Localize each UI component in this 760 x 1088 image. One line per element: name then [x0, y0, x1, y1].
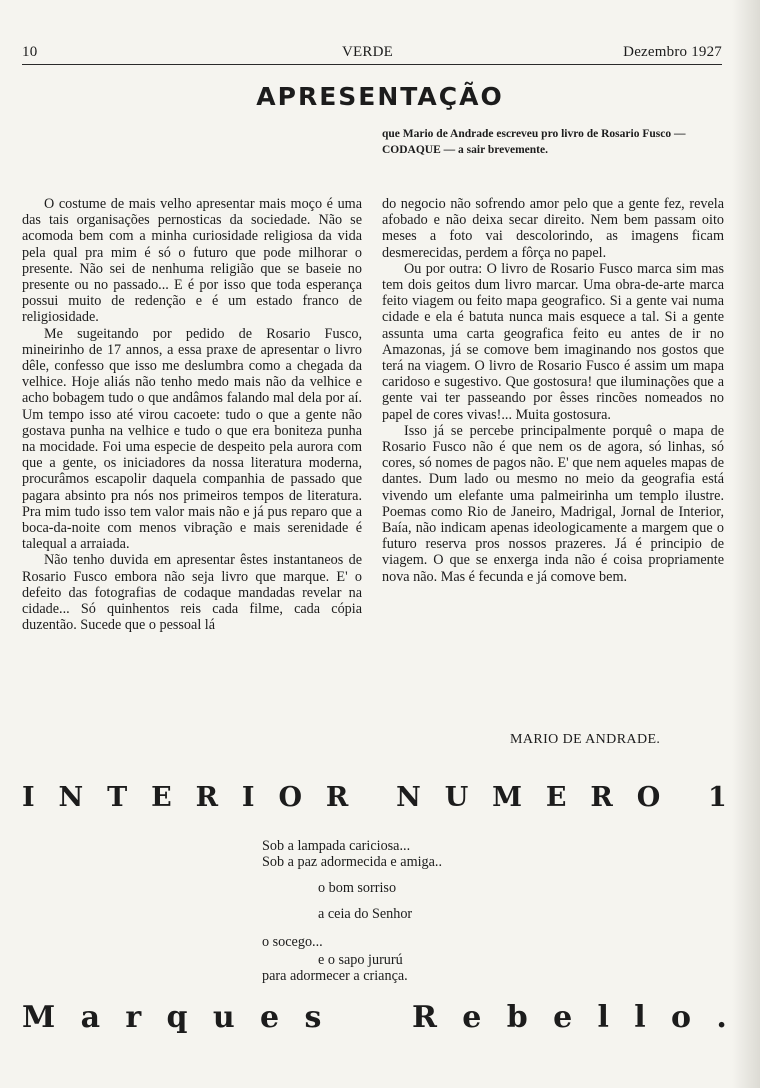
- author-letter: e: [260, 1000, 280, 1035]
- author-letter: e: [462, 1000, 482, 1035]
- magazine-name: VERDE: [342, 44, 393, 60]
- author-letter: e: [553, 1000, 573, 1035]
- author-letter: .: [716, 1000, 727, 1035]
- author-letter: u: [212, 1000, 235, 1035]
- left-column: [22, 196, 362, 633]
- poem-title-letter: U: [444, 782, 469, 813]
- poem-line: para adormecer a criança.: [262, 968, 408, 984]
- poem-title-letter: O: [278, 782, 302, 813]
- page-edge-shadow: [732, 0, 760, 1088]
- paragraph: do negocio não sofrendo amor pelo que a gente fez, revela afobado e não deixa secar direito. Nem bem passam oito meses a foto vai descolorindo, as imagens ficam desmerecidas, perdem a fôrça no papel.: [382, 196, 724, 261]
- author-letter: b: [506, 1000, 528, 1035]
- author-letter: s: [304, 1000, 322, 1035]
- poem-title-letter: R: [195, 782, 219, 813]
- paragraph: Me sugeitando por pedido de Rosario Fusco, mineirinho de 17 annos, a essa praxe de apresentar o livro dêle, confesso que isso me deslumbra como a chegada da velhice. Hoje aliás não tenho medo mais não da velhice e acho bobagem tudo o que andâmos falando mal dela por aí. Um tempo isso até virou cacoete: tudo o que a gente não gostava punha na velhice e tudo o que era boniteza punha na mocidade. Foi uma especie de despeito pela aurora com que a gente, os iniciadores da nossa literatura moderna, procurâmos escapolir daquela companhia de passado que pagara absinto pra nós nos primeiros tempos de literatura. Pra mim tudo isso tem valor mais não e já pus reparo que a boca-da-noite com menos vibração e mais serenidade é talequal a arraiada.: [22, 325, 362, 553]
- poem-title-letter: I: [22, 782, 35, 813]
- article-signature: MARIO DE ANDRADE.: [510, 732, 661, 747]
- author-letter: R: [412, 1000, 437, 1035]
- poem-title-letter: R: [590, 782, 613, 813]
- issue-date: Dezembro 1927: [623, 44, 722, 60]
- paragraph: Não tenho duvida em apresentar êstes instantaneos de Rosario Fusco embora não seja livro que marque. E' o defeito das fotografias de codaque mandadas revelar na cidade... Só quinhentos reis cada filme, cada cópia duzentão. Sucede que o pessoal lá: [22, 552, 362, 634]
- author-letter: r: [125, 1000, 142, 1035]
- paragraph: O costume de mais velho apresentar mais moço é uma das tais organisações pernosticas da sociedade. Não se acomoda bem com a minha curiosidade religiosa da vida pela qual pra mim é só o futuro que pode milhorar o presente. Não sei de nenhuma religião que se baseie no presente ou no passado... E é por isso que toda esperança possui muito de redenção e é um estado franco de religiosidade.: [22, 196, 362, 326]
- poem-title-letter: N: [396, 782, 421, 813]
- author-letter: l: [634, 1000, 646, 1035]
- right-column: [382, 196, 724, 585]
- poem-title-letter: 1: [708, 782, 727, 813]
- header-rule: [22, 64, 722, 65]
- poem-title-letter: O: [636, 782, 661, 813]
- page-number: 10: [22, 44, 38, 60]
- article-title: APRESENTAÇÃO: [256, 82, 504, 111]
- poem-title-letter: I: [241, 782, 255, 813]
- poem-title-letter: E: [545, 782, 567, 813]
- article-subtitle: que Mario de Andrade escreveu pro livro de Rosario Fusco — CODAQUE — a sair brevemente.: [382, 128, 686, 156]
- author-letter: o: [671, 1000, 692, 1035]
- poem-line: Sob a lampada cariciosa...: [262, 838, 411, 854]
- author-letter: q: [166, 1000, 188, 1035]
- paragraph: Isso já se percebe principalmente porquê o mapa de Rosario Fusco não é que nem os de agora, só linhas, só cores, só nomes de pagos não. E' que nem aqueles mapas de dantes. Dum lado ou mesmo no meio da geografia está vivendo um elefante uma palmeirinha um templo ilustre. Poemas como Rio de Janeiro, Madrigal, Jornal de Interior, Baía, não indicam apenas ideologicamente a margem que o futuro reserva pros nossos prazeres. Já é principio de viagem. O que se enxerga inda não é coisa propriamente nova não. Mas é fecunda e já comove bem.: [382, 422, 724, 585]
- poem-line: o bom sorriso: [318, 880, 397, 896]
- author-letter: a: [80, 1000, 101, 1035]
- author-letter: M: [22, 1000, 56, 1035]
- author-letter: l: [597, 1000, 609, 1035]
- page-header: [22, 44, 722, 66]
- poem-title-letter: T: [107, 782, 128, 813]
- poem-title-letter: E: [151, 782, 172, 813]
- poem-line: o socego...: [262, 934, 323, 950]
- poem-title-letter: M: [492, 782, 523, 813]
- poem-title-letter: N: [58, 782, 84, 813]
- poem-line: Sob a paz adormecida e amiga..: [262, 854, 443, 870]
- poem-line: e o sapo jururú: [318, 952, 403, 968]
- poem-author: [22, 1000, 727, 1035]
- paragraph: Ou por outra: O livro de Rosario Fusco marca sim mas tem dois geitos dum livro marcar. Uma obra-de-arte marca feito viagem ou feito mapa geografico. Si a gente vai numa cidade e ela é batuta nunca mais esquece a tal. Si a gente assunta uma carta geografica feito eu antes de ir no Amazonas, já se comove bem imaginando nos gostos que terá na viagem. O livro de Rosario Fusco é assim um mapa caridoso e sugestivo. Que gostosura! que iluminações que a gente vai ter passeando por êsses rincões nomeados no papel de cores vivas!... Muita gostosura.: [382, 260, 724, 423]
- poem-title-letter: R: [325, 782, 349, 813]
- poem-line: a ceia do Senhor: [318, 906, 413, 922]
- poem-title: [22, 782, 727, 813]
